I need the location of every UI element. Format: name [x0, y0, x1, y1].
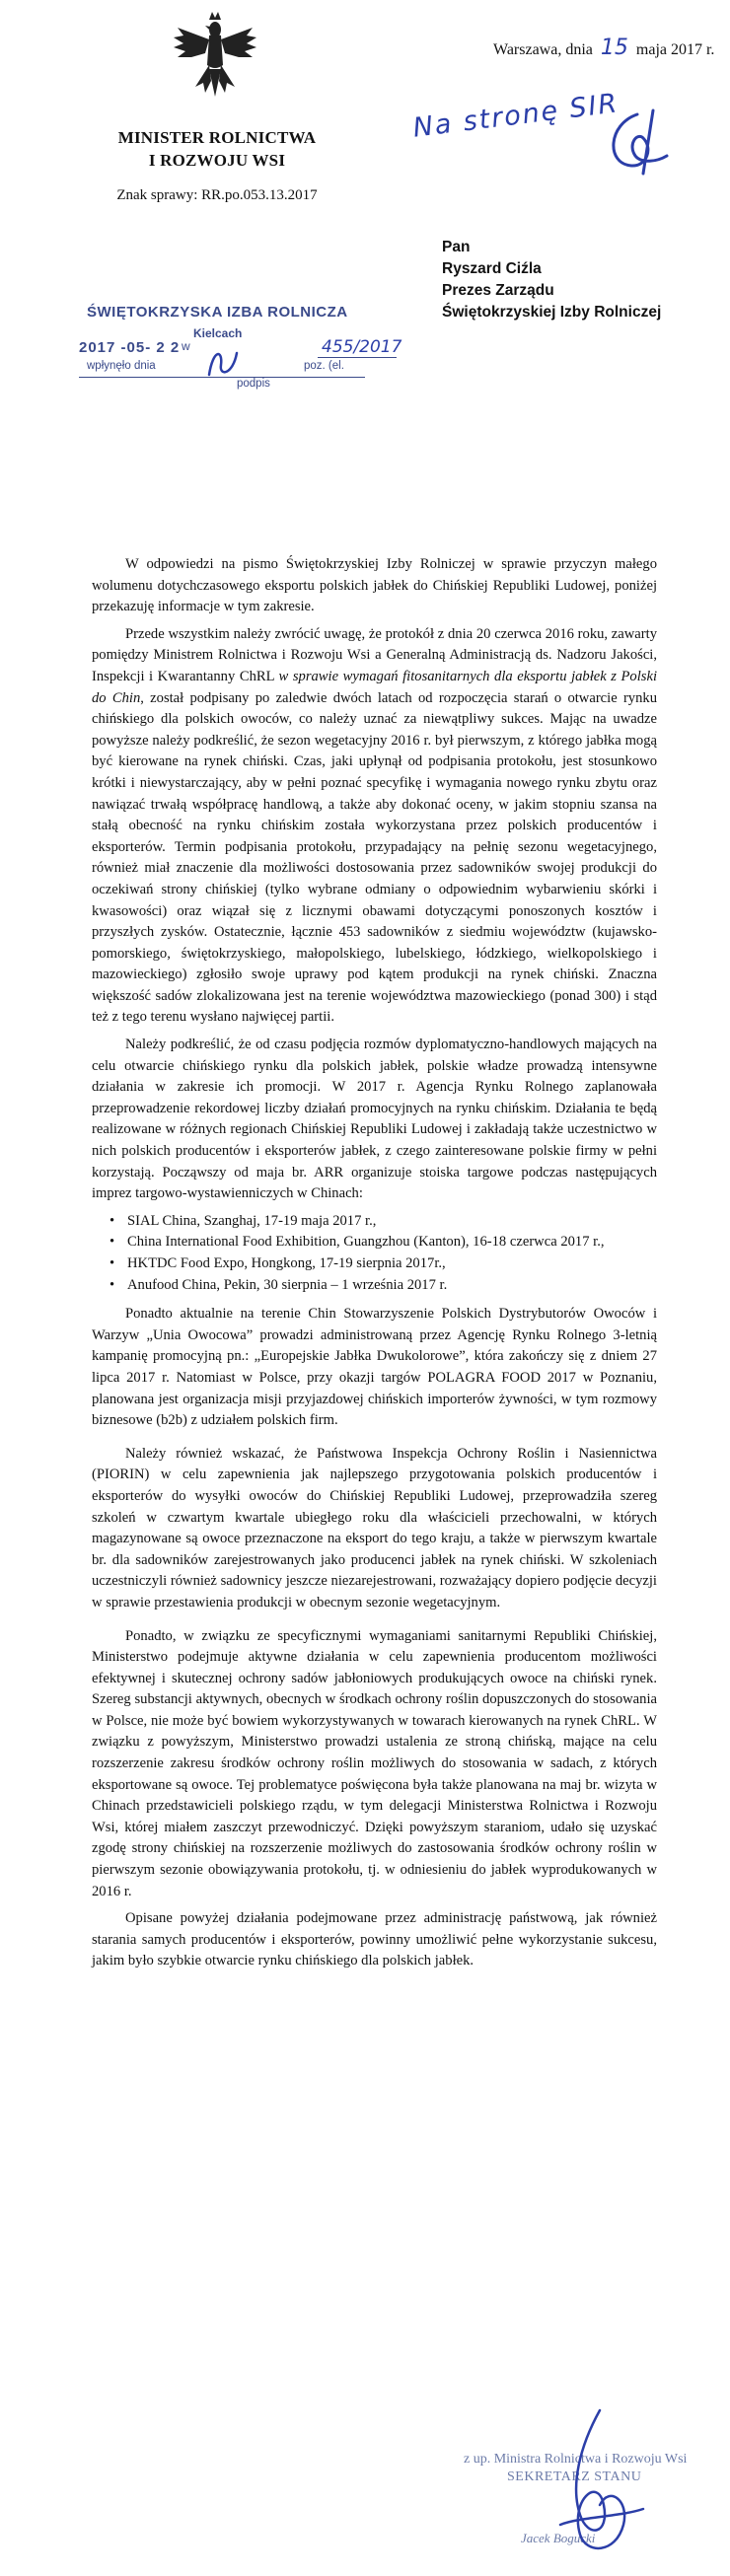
stamp-signature-label: podpis: [237, 378, 270, 390]
handwritten-initials-icon: [598, 105, 677, 183]
date-suffix: maja 2017 r.: [635, 41, 715, 58]
signature-name: Jacek Bogucki: [521, 2531, 596, 2545]
addressee-block: [442, 237, 661, 323]
ministry-name: [89, 126, 345, 172]
paragraph-3: Należy podkreślić, że od czasu podjęcia rozmów dyplomatyczno-handlowych mających na celu otwarcie chińskiego rynku dla polskich jabłek, polskie władze prowadzą intensywne działania w zakresie ich promocji. W 2017 r. Agencja Rynku Rolnego zaplanowała przeprowadzenie rekordowej liczby działań promocyjnych na rynku chińskim. Działania te będą realizowane w różnych regionach Chińskiej Republiki Ludowej i zakładają także uczestnictwo w nich polskich producentów i eksporterów jabłek, z czego zainteresowane polskie firmy w pełni korzystają. Począwszy od maja br. ARR organizuje stoiska targowe podczas następujących imprez targowo-wystawienniczych w Chinach:: [92, 1037, 657, 1202]
date-day: 15: [600, 36, 628, 60]
ministry-line-1: MINISTER ROLNICTWA: [117, 128, 317, 147]
list-item: • China International Food Exhibition, Guangzhou (Kanton), 16-18 czerwca 2017 r.,: [110, 1232, 657, 1253]
handwritten-note: Na stronę SIR: [410, 88, 620, 144]
protocol-title: w sprawie wymagań fitosanitarnych dla eksportu jabłek z Polski do Chin: [92, 668, 657, 706]
case-number: Znak sprawy: RR.po.053.13.2017: [116, 187, 318, 203]
signature-authority: z up. Ministra Rolnictwa i Rozwoju Wsi: [464, 2452, 688, 2467]
letter-body: [92, 554, 657, 1978]
paragraph-7: Opisane powyżej działania podejmowane przez administrację państwową, jak również starania samych producentów i eksporterów, powinny umożliwić pełne wykorzystanie sukcesu, jakim było szybkie otwarcie rynku chińskiego dla polskich jabłek.: [92, 1910, 657, 1969]
addressee-organization: Świętokrzyskiej Izby Rolniczej: [442, 304, 662, 321]
list-item: • Anufood China, Pekin, 30 sierpnia – 1 września 2017 r.: [110, 1275, 657, 1297]
addressee-salutation: Pan: [442, 239, 471, 255]
stamp-received-label: wpłynęło dnia: [87, 360, 156, 372]
paragraph-4: Ponadto aktualnie na terenie Chin Stowarzyszenie Polskich Dystrybutorów Owoców i Warzyw „Unia Owocowa” prowadzi administrowaną przez Agencję Rynku Rolnego 3-letnią kampanię promocyjną pn.: „Europejskie Jabłka Dwukolorowe”, która zakończy się z dniem 27 lipca 2017 r. Natomiast w Polsce, przy okazji targów POLAGRA FOOD 2017 w Poznaniu, planowana jest organizacja misji przyjazdowej chińskich importerów żywności, w tym rozmowy biznesowe (b2b) z udziałem polskich firm.: [92, 1306, 657, 1429]
list-item: • SIAL China, Szanghaj, 17-19 maja 2017 r.,: [110, 1211, 657, 1233]
stamp-number: 455/2017: [322, 337, 402, 357]
paragraph-6: Ponadto, w związku ze specyficznymi wymaganiami sanitarnymi Republiki Chińskiej, Ministerstwo podejmuje aktywne działania w celu zapewnienia producentom możliwości efektywnej i skutecznej ochrony sadów jabłoniowych produkujących owoce na chiński rynek. Szereg substancji aktywnych, obecnych w środkach ochrony roślin dopuszczonych do stosowania w Polsce, nie może być bowiem wykorzystywanych w towarach kierowanych na rynek ChRL. W związku z powyższym, Ministerstwo prowadzi ustalenia ze stroną chińską, mające na celu rozszerzenie zakresu środków ochrony roślin możliwych do stosowania w sadach, z których eksportowane są owoce. Tej problematyce poświęcona była także planowana na maj br. wizyta w Chinach przedstawicieli polskiego rządu, w tym delegacji Ministerstwa Rolnictwa i Rozwoju Wsi, której miałem zaszczyt przewodniczyć. Dzięki powyższym staraniom, udało się uzyskać zgodę strony chińskiej na rozszerzenie możliwych do zastosowania środków ochrony roślin w pierwszym sezonie obowiązywania protokołu, tj. w odniesieniu do jabłek wyprodukowanych w 2016 r.: [92, 1627, 657, 1899]
ministry-line-2: I ROZWOJU WSI: [148, 151, 286, 170]
paragraph-5: Należy również wskazać, że Państwowa Inspekcja Ochrony Roślin i Nasiennictwa (PIORIN) w celu zapewnienia jak najlepszego przygotowania polskich producentów i eksporterów do wysyłki owoców do Chińskiej Republiki Ludowej, przeprowadziła szereg szkoleń w czwartym kwartale ubiegłego roku dla właścicieli przechowalni, w których magazynowane są owoce przeznaczone na eksport do tego kraju, a także w pierwszym kwartale br. dla sadowników zarejestrowanych jako producenci jabłek na rynek chiński. W szkoleniach uczestniczyli również sadownicy jeszcze niezarejestrowani, rozważający dopiero podjęcie decyzji w sprawie przestawienia produkcji w obecnym sezonie wegetacyjnym.: [92, 1445, 657, 1610]
addressee-name: Ryszard Ciźla: [442, 260, 542, 277]
handwritten-signature-icon: [541, 2406, 659, 2572]
date-line: [493, 36, 714, 60]
stamp-poz-label: poz. (el.: [304, 360, 344, 372]
addressee-position: Prezes Zarządu: [442, 282, 554, 299]
list-item: • HKTDC Food Expo, Hongkong, 17-19 sierpnia 2017r.,: [110, 1253, 657, 1275]
signature-title: SEKRETARZ STANU: [507, 2469, 642, 2484]
stamp-w: w: [182, 339, 190, 353]
stamp-title: ŚWIĘTOKRZYSKA IZBA ROLNICZA: [87, 304, 348, 321]
trade-fairs-list: [92, 1211, 657, 1296]
polish-eagle-emblem-icon: [166, 6, 264, 105]
stamp-initials-icon: [203, 345, 243, 381]
paragraph-2: Przede wszystkim należy zwrócić uwagę, że protokół z dnia 20 czerwca 2016 roku, zawarty pomiędzy Ministrem Rolnictwa i Rozwoju Wsi a Generalną Administracją ds. Nadzoru Jakości, Inspekcji i Kwarantanny ChRL w sprawie wymagań fitosanitarnych dla eksportu jabłek z Polski do Chin, został podpisany po zaledwie dwóch latach od rozpoczęcia starań o otwarcie rynku chińskiego dla polskich owoców, co należy uznać za niewątpliwy sukces. Mając na uwadze powyższe należy podkreślić, że sezon wegetacyjny 2016 r. był pierwszym, z którego jabłka mogą być kierowane na rynek chiński. Czas, jaki upłynął od podpisania protokołu, jest stosunkowo krótki i niewystarczający, aby w pełni poznać specyfikę i wymagania nowego rynku zbytu oraz nawiązać trwałą współpracę handlową, a także aby dokonać oceny, w jakim stopniu szansa na stałą obecność na rynku chińskim została wykorzystana przez polskich producentów i eksporterów. Termin podpisania protokołu, przypadający na pełnię sezonu wegetacyjnego, również miał znaczenie dla możliwości dostosowania przez sadowników swojej produkcji do oczekiwań strony chińskiej (tylko wybrane odmiany o odpowiednim wybarwieniu skórki i kwasowości) oraz wiązał się z licznymi obawami dotyczącymi ponoszonych kosztów i przyszłych zysków. Ostatecznie, łącznie 453 sadowników z siedmiu województw (kujawsko-pomorskiego, świętokrzyskiego, małopolskiego, lubelskiego, łódzkiego, wielkopolskiego i mazowieckiego) zgłosiło swoje uprawy pod kątem produkcji na rynek chiński. Znaczna większość sadów zlokalizowana jest na terenie województwa mazowieckiego (ponad 300) i stąd też z tego terenu wysłano najwięcej partii.: [92, 625, 657, 1026]
received-stamp: [79, 304, 404, 393]
paragraph-1: W odpowiedzi na pismo Świętokrzyskiej Izby Rolniczej w sprawie przyczyn małego wolumenu dotychczasowego eksportu polskich jabłek do Chińskiej Republiki Ludowej, poniżej przekazuję informacje w tym zakresie.: [92, 556, 657, 615]
stamp-date: 2017 -05- 2 2: [79, 339, 181, 356]
stamp-city: Kielcach: [193, 326, 243, 340]
date-prefix: Warszawa, dnia: [493, 41, 593, 58]
